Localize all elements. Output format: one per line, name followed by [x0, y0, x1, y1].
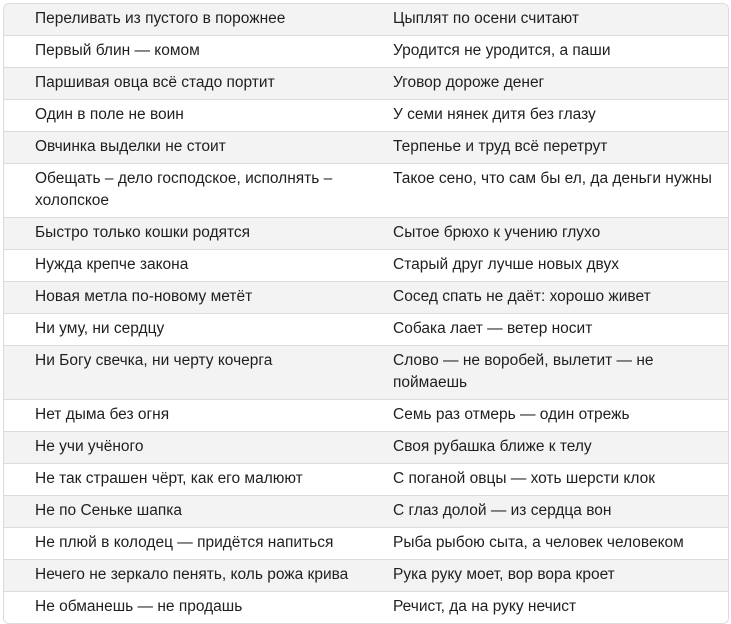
proverb-left-cell: Нужда крепче закона — [4, 250, 360, 282]
proverb-right-cell: Рыба рыбою сыта, а человек человеком — [360, 528, 728, 560]
table-row — [4, 4, 728, 36]
table-row — [4, 250, 728, 282]
proverb-left-cell: Первый блин — комом — [4, 36, 360, 68]
proverb-right-cell: Терпенье и труд всё перетрут — [360, 132, 728, 164]
proverbs-table-body — [4, 4, 728, 623]
proverb-right-cell: Семь раз отмерь — один отрежь — [360, 400, 728, 432]
proverb-left-cell: Не обманешь — не продашь — [4, 592, 360, 624]
proverb-left-cell: Новая метла по-новому метёт — [4, 282, 360, 314]
proverb-right-cell: Речист, да на руку нечист — [360, 592, 728, 624]
proverb-right-cell: Собака лает — ветер носит — [360, 314, 728, 346]
table-row — [4, 496, 728, 528]
proverb-left-cell: Ни Богу свечка, ни черту кочерга — [4, 346, 360, 400]
proverb-right-cell: Слово — не воробей, вылетит — не поймаешь — [360, 346, 728, 400]
proverbs-table-container — [3, 3, 729, 624]
table-row — [4, 346, 728, 400]
proverb-left-cell: Обещать – дело господское, исполнять – холопское — [4, 164, 360, 218]
proverb-right-cell: У семи нянек дитя без глазу — [360, 100, 728, 132]
table-row — [4, 314, 728, 346]
table-row — [4, 68, 728, 100]
proverb-right-cell: Такое сено, что сам бы ел, да деньги нужны — [360, 164, 728, 218]
table-row — [4, 592, 728, 624]
proverb-left-cell: Не так страшен чёрт, как его малюют — [4, 464, 360, 496]
proverb-left-cell: Не плюй в колодец — придётся напиться — [4, 528, 360, 560]
table-row — [4, 36, 728, 68]
proverb-left-cell: Не по Сеньке шапка — [4, 496, 360, 528]
proverb-left-cell: Быстро только кошки родятся — [4, 218, 360, 250]
table-row — [4, 400, 728, 432]
table-row — [4, 282, 728, 314]
proverb-left-cell: Нечего не зеркало пенять, коль рожа крива — [4, 560, 360, 592]
table-row — [4, 464, 728, 496]
proverb-left-cell: Не учи учёного — [4, 432, 360, 464]
proverb-right-cell: С поганой овцы — хоть шерсти клок — [360, 464, 728, 496]
table-row — [4, 560, 728, 592]
table-row — [4, 100, 728, 132]
proverbs-table — [4, 4, 728, 623]
table-row — [4, 528, 728, 560]
proverb-right-cell: Цыплят по осени считают — [360, 4, 728, 36]
proverb-right-cell: Уродится не уродится, а паши — [360, 36, 728, 68]
table-row — [4, 164, 728, 218]
proverb-right-cell: Уговор дороже денег — [360, 68, 728, 100]
proverb-right-cell: Старый друг лучше новых двух — [360, 250, 728, 282]
proverb-left-cell: Переливать из пустого в порожнее — [4, 4, 360, 36]
proverb-left-cell: Один в поле не воин — [4, 100, 360, 132]
proverb-right-cell: Сытое брюхо к учению глухо — [360, 218, 728, 250]
proverb-right-cell: Своя рубашка ближе к телу — [360, 432, 728, 464]
proverb-right-cell: Сосед спать не даёт: хорошо живет — [360, 282, 728, 314]
proverb-left-cell: Ни уму, ни сердцу — [4, 314, 360, 346]
proverb-right-cell: С глаз долой — из сердца вон — [360, 496, 728, 528]
table-row — [4, 218, 728, 250]
table-row — [4, 432, 728, 464]
table-row — [4, 132, 728, 164]
proverb-left-cell: Паршивая овца всё стадо портит — [4, 68, 360, 100]
proverb-left-cell: Нет дыма без огня — [4, 400, 360, 432]
proverb-right-cell: Рука руку моет, вор вора кроет — [360, 560, 728, 592]
proverb-left-cell: Овчинка выделки не стоит — [4, 132, 360, 164]
